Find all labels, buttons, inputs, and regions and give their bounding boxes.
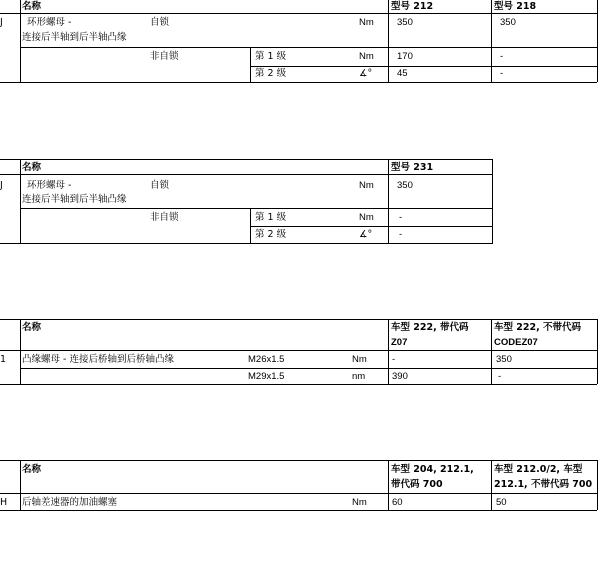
table3-header-col-b-line1: 车型 222, 不带代码 bbox=[494, 322, 582, 333]
angle-unit-cell: ∡° bbox=[359, 68, 373, 79]
thread-cell: M26x1.5 bbox=[248, 354, 285, 365]
table3-header-col-a-line2: Z07 bbox=[391, 337, 408, 348]
table2-header-name: 名称 bbox=[22, 162, 42, 173]
unit-cell: Nm bbox=[359, 51, 374, 62]
value-cell: - bbox=[498, 371, 502, 382]
value-cell: - bbox=[500, 68, 504, 79]
value-cell: - bbox=[500, 51, 504, 62]
table1-row-code: J bbox=[0, 17, 3, 28]
stage-cell: 第 1 级 bbox=[255, 212, 287, 223]
unit-cell: Nm bbox=[359, 212, 374, 223]
table4-header-name: 名称 bbox=[22, 464, 42, 475]
table4-row-code: H bbox=[0, 497, 8, 508]
type-cell: 非自锁 bbox=[150, 51, 179, 62]
table3-header-col-a-line1: 车型 222, 带代码 bbox=[391, 322, 469, 333]
table2-item-line1: 环形螺母 - bbox=[27, 180, 72, 191]
value-cell: - bbox=[399, 212, 403, 223]
table4-item: 后轴差速器的加油螺塞 bbox=[22, 497, 118, 508]
stage-cell: 第 1 级 bbox=[255, 51, 287, 62]
angle-unit-cell: ∡° bbox=[359, 229, 373, 240]
table2-item-line2: 连接后半轴到后半轴凸缘 bbox=[22, 194, 127, 205]
stage-cell: 第 2 级 bbox=[255, 68, 287, 79]
table4-header-col-b-line1: 车型 212.0/2, 车型 bbox=[494, 464, 583, 475]
value-cell: 350 bbox=[397, 17, 413, 28]
value-cell: 350 bbox=[496, 354, 512, 365]
unit-cell: Nm bbox=[352, 497, 367, 508]
table3-header-name: 名称 bbox=[22, 322, 42, 333]
table4-header-col-a-line2: 带代码 700 bbox=[391, 479, 443, 490]
table3-row-code: 1 bbox=[0, 354, 7, 365]
value-cell: 60 bbox=[392, 497, 403, 508]
table3-header-col-b-line2: CODEZ07 bbox=[494, 337, 538, 348]
table1-item-line2: 连接后半轴到后半轴凸缘 bbox=[22, 32, 127, 43]
table1-item-line1: 环形螺母 - bbox=[27, 17, 72, 28]
unit-cell: Nm bbox=[359, 17, 374, 28]
table2-row-code: J bbox=[0, 180, 3, 191]
table4-header-col-b-line2: 212.1, 不带代码 700 bbox=[494, 479, 593, 490]
table1-header-name: 名称 bbox=[22, 1, 42, 12]
value-cell: 50 bbox=[496, 497, 507, 508]
type-cell: 自锁 bbox=[150, 17, 170, 28]
type-cell: 非自锁 bbox=[150, 212, 179, 223]
table3-item: 凸缘螺母 - 连接后桥轴到后桥轴凸缘 bbox=[22, 354, 174, 365]
type-cell: 自锁 bbox=[150, 180, 170, 191]
unit-cell: Nm bbox=[352, 354, 367, 365]
value-cell: - bbox=[399, 229, 403, 240]
value-cell: 45 bbox=[397, 68, 408, 79]
stage-cell: 第 2 级 bbox=[255, 229, 287, 240]
value-cell: 390 bbox=[392, 371, 408, 382]
thread-cell: M29x1.5 bbox=[248, 371, 285, 382]
value-cell: 350 bbox=[397, 180, 413, 191]
table1-header-col-b: 型号 218 bbox=[494, 1, 537, 12]
unit-cell: Nm bbox=[359, 180, 374, 191]
table2-header-col-a: 型号 231 bbox=[391, 162, 434, 173]
value-cell: 350 bbox=[500, 17, 516, 28]
value-cell: - bbox=[392, 354, 396, 365]
unit-cell: nm bbox=[352, 371, 366, 382]
table1-header-col-a: 型号 212 bbox=[391, 1, 434, 12]
table4-header-col-a-line1: 车型 204, 212.1, bbox=[391, 464, 474, 475]
value-cell: 170 bbox=[397, 51, 413, 62]
